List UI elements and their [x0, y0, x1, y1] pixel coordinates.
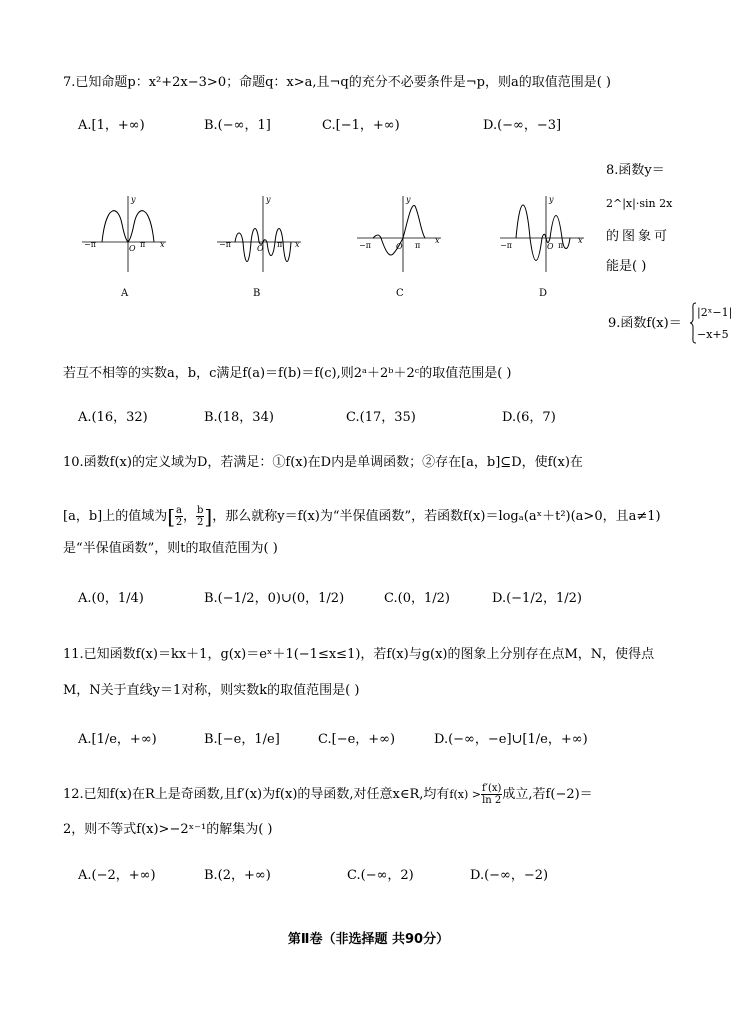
q7-option-a: A.[1，+∞) [78, 118, 145, 133]
graph-c-y-label: y [406, 195, 411, 204]
graph-b [215, 194, 305, 274]
q8-line1: 8.函数y＝ [606, 163, 665, 178]
q7-option-c: C.[−1，+∞) [322, 118, 400, 133]
q10-option-b: B.(−1/2，0)∪(0，1/2) [204, 591, 345, 606]
graph-b-left-tick: −π [219, 240, 231, 249]
graph-a-x-label: x [160, 240, 165, 249]
q11-line2: M，N关于直线y＝1对称，则实数k的取值范围是( ) [63, 683, 360, 698]
q10-line2-post: ，那么就称y＝f(x)为“半保值函数”，若函数f(x)＝logₐ(aˣ＋t²)(a>0，且a≠1) [212, 509, 661, 524]
graph-c-left-tick: −π [359, 241, 371, 250]
graph-b-right-tick: π [277, 240, 283, 249]
q12-line1-pre: 12.已知f(x)在R上是奇函数,且f′(x)为f(x)的导函数,对任意x∈R,均有 [63, 787, 450, 802]
q10-line1: 10.函数f(x)的定义域为D，若满足：①f(x)在D内是单调函数；②存在[a，b]⊆D，使f(x)在 [63, 455, 583, 470]
q9-brace [689, 302, 697, 344]
graph-a-origin: O [129, 244, 136, 253]
q10-option-d: D.(−1/2，1/2) [492, 591, 582, 606]
graph-b-x-label: x [295, 240, 300, 249]
q11-option-b: B.[−e，1/e] [204, 732, 280, 747]
graph-a-left-tick: −π [84, 240, 96, 249]
q9-option-b: B.(18，34) [204, 410, 274, 425]
q9-option-c: C.(17，35) [346, 410, 416, 425]
q12-line2: 2，则不等式f(x)>−2ˣ⁻¹的解集为( ) [63, 822, 273, 837]
q12-option-c: C.(−∞，2) [347, 868, 414, 883]
graph-c-origin: O [396, 242, 403, 251]
graph-d-left-tick: −π [500, 241, 512, 250]
q12-line1-post: 成立,若f(−2)＝ [502, 787, 593, 802]
q12-line1 [63, 783, 593, 806]
q10-option-c: C.(0，1/2) [384, 591, 450, 606]
q12-option-a: A.(−2，+∞) [78, 868, 156, 883]
q10-option-a: A.(0，1/4) [78, 591, 144, 606]
q11-option-c: C.[−e，+∞) [318, 732, 396, 747]
graph-b-label: B [253, 288, 261, 299]
q9-option-d: D.(6，7) [502, 410, 556, 425]
graph-b-y-label: y [266, 195, 271, 204]
graph-a [80, 194, 170, 274]
q9-stem: 若互不相等的实数a，b，c满足f(a)＝f(b)＝f(c),则2ᵃ＋2ᵇ＋2ᶜ的取值范围是( ) [63, 366, 512, 381]
graph-c-right-tick: π [415, 241, 421, 250]
q12-ineq-left: f(x) > [449, 788, 481, 801]
graph-a-y-label: y [131, 195, 136, 204]
graph-c [355, 194, 445, 274]
q10-line2: [a，b]上的值域为[ $\frac{a}{2}$ ， $\frac{b}{2}$ ]，那么就称y＝f(x)为“半保值函数”，若函数f(x)＝logₐ(aˣ＋t²)(a>0，且a≠1) [63, 504, 661, 529]
graph-a-label: A [121, 288, 129, 299]
q9-prefix: 9.函数f(x)＝ [608, 316, 682, 331]
graph-d-label: D [539, 288, 548, 299]
graph-b-origin: O [257, 244, 264, 253]
q7-option-d: D.(−∞，−3] [483, 118, 562, 133]
q11-line1: 11.已知函数f(x)＝kx＋1，g(x)＝eˣ＋1(−1≤x≤1)，若f(x)与g(x)的图象上分别存在点M，N，使得点 [63, 647, 655, 662]
q8-line4: 能是( ) [606, 259, 647, 274]
q11-option-d: D.(−∞，−e]∪[1/e，+∞) [434, 732, 588, 747]
q9-case1: |2ˣ−1| [697, 306, 733, 319]
q10-frac-a: $\frac{a}{2}$ [175, 505, 183, 528]
q7-option-b: B.(−∞，1] [204, 118, 271, 133]
section-title: 第Ⅱ卷（非选择题 共90分） [287, 932, 450, 947]
q10-frac-b: $\frac{b}{2}$ [197, 505, 204, 528]
q8-line2: 2^|x|·sin 2x [606, 197, 673, 210]
q10-line2-pre: [a，b]上的值域为 [63, 509, 168, 524]
q12-frac: $\frac{f'(x)}{\ln 2}$ [482, 783, 502, 806]
q9-case2: −x+5 [697, 328, 729, 341]
q8-line3: 的图象可 [606, 229, 671, 244]
graph-d-right-tick: π [558, 241, 564, 250]
graph-c-label: C [396, 288, 404, 299]
q9-option-a: A.(16，32) [78, 410, 148, 425]
graph-d [498, 194, 588, 274]
q7-stem: 7.已知命题p：x²+2x−3>0；命题q：x>a,且¬q的充分不必要条件是¬p，则a的取值范围是( ) [63, 75, 611, 90]
q12-option-d: D.(−∞，−2) [470, 868, 549, 883]
graph-a-right-tick: π [140, 240, 146, 249]
graph-d-y-label: y [549, 195, 554, 204]
q10-line3: 是“半保值函数”，则t的取值范围为( ) [63, 541, 278, 556]
q11-option-a: A.[1/e，+∞) [78, 732, 157, 747]
q12-option-b: B.(2，+∞) [204, 868, 271, 883]
graph-d-origin: O [547, 242, 554, 251]
graph-d-x-label: x [578, 236, 583, 245]
graph-c-x-label: x [435, 236, 440, 245]
